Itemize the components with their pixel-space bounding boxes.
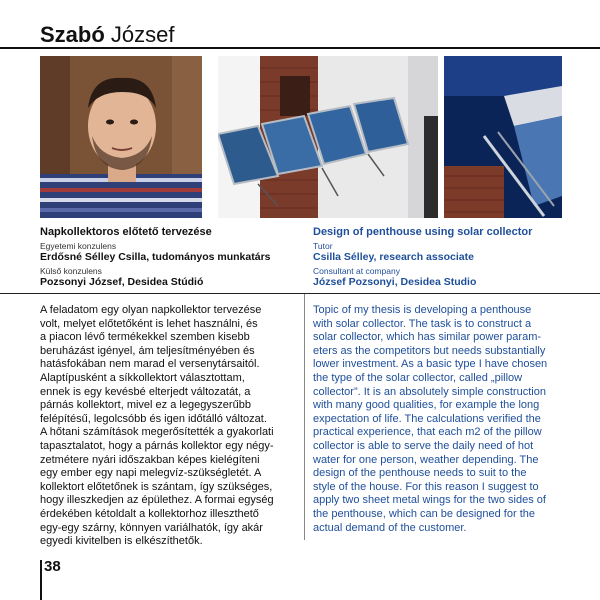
- body-line: apply two sheet metal wings for the two sides of: [313, 494, 546, 507]
- body-line: hatásfokában nem marad el versenytársaitól.: [40, 358, 260, 371]
- body-line: expectation of life. The calculations verified the: [313, 412, 541, 425]
- body-line: lower investment. As a basic type I have chosen: [313, 358, 548, 371]
- page-number: 38: [44, 558, 61, 575]
- external-name-hungarian: Pozsonyi József, Desidea Stúdió: [40, 276, 204, 288]
- body-line: style of the house. For this reason I suggest to: [313, 480, 539, 493]
- penthouse-rendering: [218, 56, 438, 218]
- body-line: collector”. It is an absolutely simple construction: [313, 385, 546, 398]
- body-line: kollektort előtetőnek is szántam, így szükséges,: [40, 480, 273, 493]
- body-line: Alaptípusként a síkkollektort választottam,: [40, 371, 245, 384]
- body-line: solar collector, which has similar power param-: [313, 331, 542, 344]
- title-english: Design of penthouse using solar collector: [313, 226, 533, 238]
- body-line: egy-egy szárny, könnyen variálhatók, így akár: [40, 521, 263, 534]
- body-line: the penthouse, which can be designed for the: [313, 507, 535, 520]
- header-rule: [0, 47, 600, 49]
- body-line: water for one person, weather depending. The: [313, 453, 539, 466]
- section-rule: [0, 293, 600, 294]
- body-line: hogy illeszkedjen az épülethez. A formai egység: [40, 494, 274, 507]
- page-title: [40, 22, 175, 48]
- body-english: [313, 304, 575, 535]
- body-line: ennek is egy kevésbé elterjedt változatát, a: [40, 385, 251, 398]
- body-line: collector is able to serve the daily need of hot: [313, 439, 534, 452]
- body-line: A hőtani számítások megerősítették a gyakorlati: [40, 426, 274, 439]
- author-first-name: József: [110, 22, 175, 47]
- body-line: practical experience, that each m2 of the pillow: [313, 426, 542, 439]
- body-line: volt, melyet előtetőként is lehet használni, és: [40, 317, 258, 330]
- title-hungarian: Napkollektoros előtető tervezése: [40, 226, 212, 238]
- body-line: beruházást igényel, ám teljesítményében és: [40, 344, 255, 357]
- body-line: A feladatom egy olyan napkollektor tervezése: [40, 304, 262, 316]
- body-line: the type of the solar collector, called „pillow: [313, 371, 523, 384]
- body-line: eters as the competitors but needs substantially: [313, 344, 546, 357]
- body-line: a piacon lévő termékekkel szemben kisebb: [40, 331, 250, 344]
- body-hungarian: [40, 304, 302, 549]
- body-line: zetmétere nyári időszakban képes kielégíteni: [40, 453, 260, 466]
- page-number-bar: [40, 560, 42, 600]
- author-last-name: Szabó: [40, 22, 105, 47]
- collector-detail-rendering: [444, 56, 562, 218]
- advisor-name-english: Csilla Sélley, research associate: [313, 251, 474, 263]
- body-line: design of the penthouse needs to suit to the: [313, 467, 527, 480]
- author-portrait: [40, 56, 202, 218]
- body-line: with many good qualities, for example the long: [313, 399, 540, 412]
- external-name-english: József Pozsonyi, Desidea Studio: [313, 276, 477, 288]
- body-line: felépítésű, legolcsóbb és igen időtálló változat.: [40, 412, 267, 425]
- body-line: egyedi kivitelben is elkészíthetők.: [40, 535, 203, 548]
- body-line: egy ember egy napi melegvíz-szükségletét. A: [40, 467, 262, 480]
- advisor-label-english: Tutor: [313, 241, 333, 251]
- body-line: párnás kollektort, mivel ez a legegyszerűbb: [40, 399, 251, 412]
- body-line: tapasztalatot, hogy a párnás kollektor egy négy-: [40, 439, 274, 452]
- advisor-label-hungarian: Egyetemi konzulens: [40, 241, 117, 251]
- external-label-hungarian: Külső konzulens: [40, 266, 102, 276]
- body-line: actual demand of the customer.: [313, 521, 467, 534]
- advisor-name-hungarian: Erdősné Sélley Csilla, tudományos munkatárs: [40, 251, 271, 263]
- body-line: érdekében kétoldalt a kollektorhoz illeszthető: [40, 507, 259, 520]
- column-divider: [304, 294, 305, 540]
- external-label-english: Consultant at company: [313, 266, 400, 276]
- body-line: with solar collector. The task is to construct a: [313, 317, 532, 330]
- body-line: Topic of my thesis is developing a penthouse: [313, 304, 532, 316]
